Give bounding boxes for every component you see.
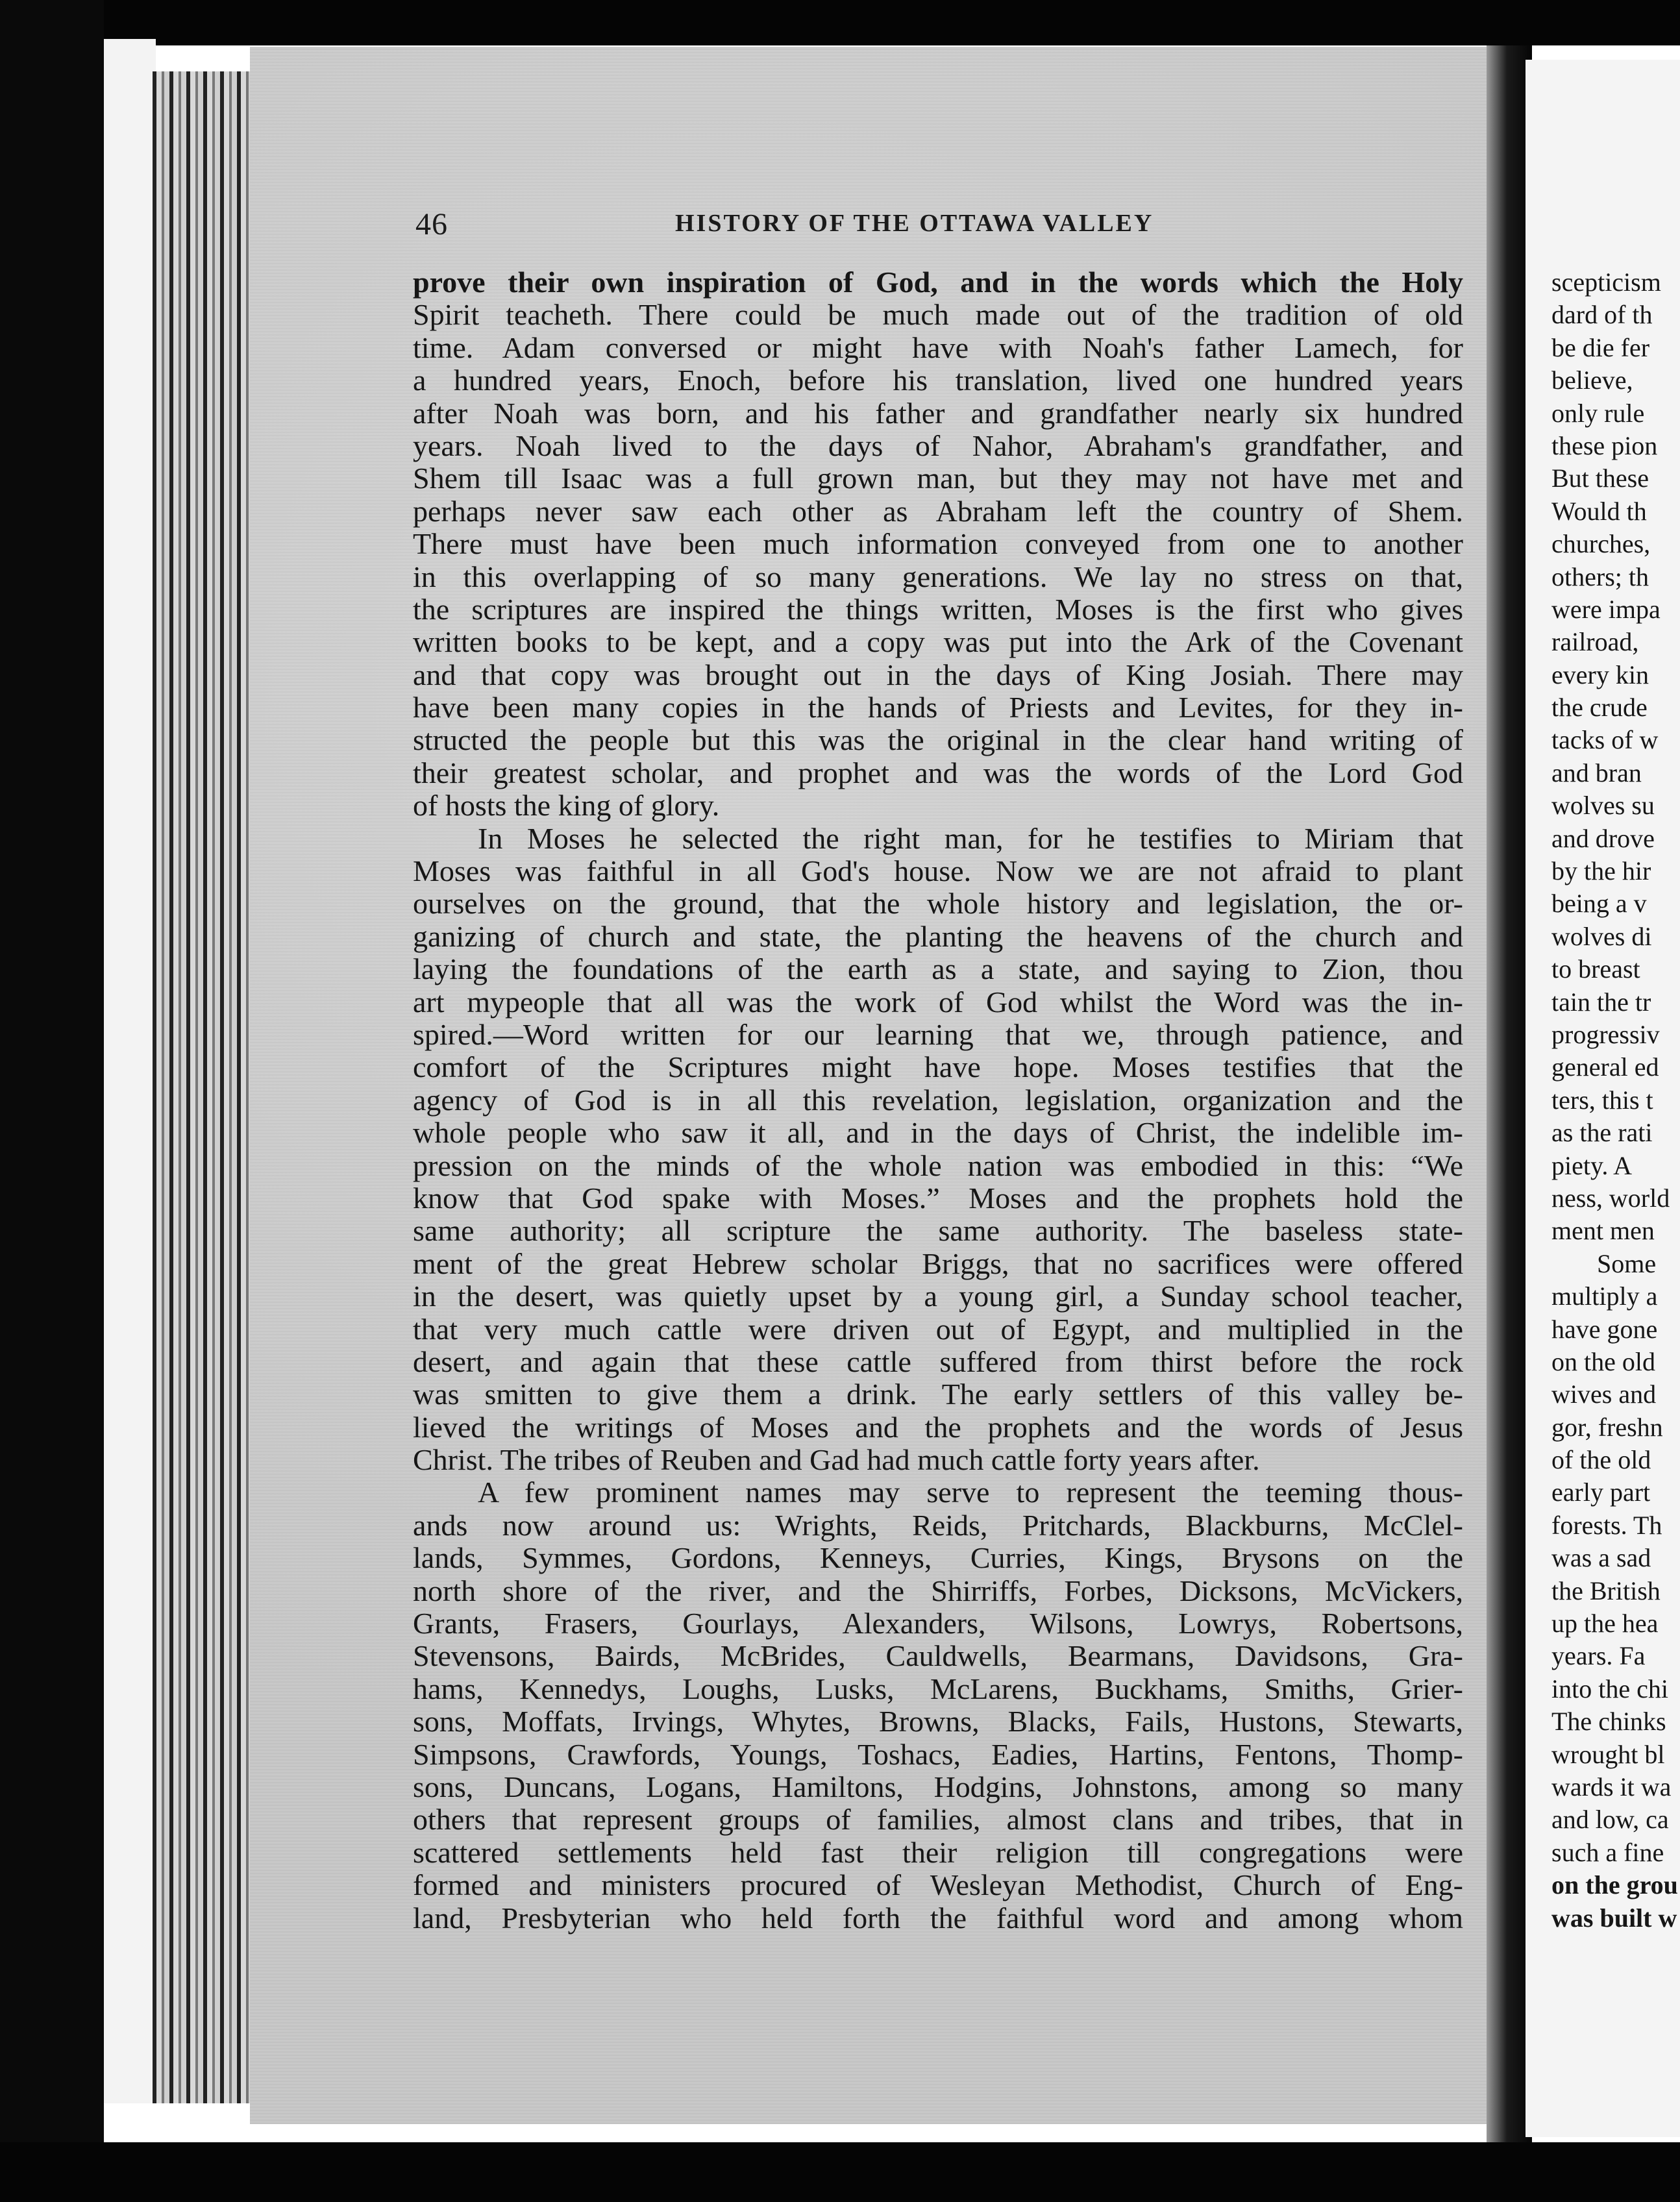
text-line: on the old [1551,1346,1655,1376]
text-line: comfort of the Scriptures might have hope. Moses testifies that the [413,1050,1463,1084]
right-page-text [1551,266,1680,1935]
text-line: have gone [1551,1314,1658,1344]
text-line: such a fine [1551,1837,1664,1867]
stacked-page-edges [153,71,253,2103]
text-line: Simpsons, Crawfords, Youngs, Toshacs, Eadies, Hartins, Fentons, Thomp- [413,1737,1463,1771]
text-line: A few prominent names may serve to represent the teeming thous- [478,1476,1463,1509]
text-line: ganizing of church and state, the planting the heavens of the church and [413,919,1463,953]
text-line: and bran [1551,758,1642,787]
text-line: years. Fa [1551,1641,1646,1671]
text-line: and that copy was brought out in the days of King Josiah. There may [413,658,1463,691]
text-line: others that represent groups of families, almost clans and tribes, that in [413,1803,1463,1837]
text-line: spired.—Word written for our learning that we, through patience, and [413,1017,1463,1051]
text-line: pression on the minds of the whole nation was embodied in this: “We [413,1148,1463,1182]
text-line: prove their own inspiration of God, and in the words which the Holy [413,266,1463,299]
text-line: the crude [1551,693,1648,723]
text-line: laying the foundations of the earth as a state, and saying to Zion, thou [413,952,1463,986]
text-line: have been many copies in the hands of Priests and Levites, for they in- [413,691,1463,724]
text-line: was smitten to give them a drink. The early settlers of this valley be- [413,1378,1463,1411]
text-line: written books to be kept, and a copy was put into the Ark of the Covenant [413,625,1463,659]
text-line: their greatest scholar, and prophet and was the words of the Lord God [413,756,1463,789]
text-line: to breast [1551,954,1640,984]
text-line: gor, freshn [1551,1412,1663,1442]
text-line: But these [1551,464,1649,493]
text-line: that very much cattle were driven out of Egypt, and multiplied in the [413,1312,1463,1346]
text-line: ters, this t [1551,1085,1653,1115]
text-line: on the grou [1551,1870,1678,1900]
text-line: tacks of w [1551,725,1659,755]
text-line: perhaps never saw each other as Abraham left the country of Shem. [413,494,1463,528]
text-line: in this overlapping of so many generations. We lay no stress on that, [413,560,1463,593]
text-line: There must have been much information conveyed from one to another [413,527,1463,561]
text-line: wards it wa [1551,1772,1672,1801]
text-line: and drove [1551,823,1655,853]
text-line: structed the people but this was the original in the clear hand writing of [413,723,1463,757]
text-line: Stevensons, Bairds, McBrides, Cauldwells, Bearmans, Davidsons, Gra- [413,1639,1463,1673]
scan-border-top [0,0,1680,45]
text-line: as the rati [1551,1118,1653,1148]
text-line: Grants, Frasers, Gourlays, Alexanders, Wilsons, Lowrys, Robertsons, [413,1607,1463,1640]
text-line: forests. Th [1551,1510,1662,1540]
text-line: dard of th [1551,300,1653,330]
text-line: after Noah was born, and his father and grandfather nearly six hundred [413,396,1463,430]
text-line: art mypeople that all was the work of God whilst the Word was the in- [413,985,1463,1019]
text-line: by the hir [1551,856,1651,886]
text-line: agency of God is in all this revelation, legislation, organization and the [413,1083,1463,1117]
text-line: The chinks [1551,1707,1666,1737]
scan-border-left [0,0,104,2202]
text-line: know that God spake with Moses.” Moses and the prophets hold the [413,1181,1463,1215]
text-line: wrought bl [1551,1739,1665,1769]
text-line: every kin [1551,660,1649,689]
text-line: time. Adam conversed or might have with Noah's father Lamech, for [413,330,1463,364]
text-line: wolves su [1551,791,1655,821]
text-line: tain the tr [1551,987,1651,1017]
text-line: the scriptures are inspired the things written, Moses is the first who gives [413,592,1463,626]
text-line: churches, [1551,529,1651,559]
text-line: of hosts the king of glory. [413,789,720,823]
text-line: In Moses he selected the right man, for he testifies to Miriam that [478,821,1463,855]
text-line: up the hea [1551,1609,1659,1639]
text-line: wolves di [1551,921,1652,951]
page-number: 46 [415,207,448,241]
text-line: same authority; all scripture the same authority. The baseless state- [413,1214,1463,1248]
text-line: piety. A [1551,1150,1633,1180]
scan-border-bottom [0,2142,1680,2202]
text-line: general ed [1551,1052,1659,1082]
text-line: whole people who saw it all, and in the days of Christ, the indelible im- [413,1116,1463,1150]
text-line: multiply a [1551,1281,1658,1311]
text-line: of the old [1551,1445,1651,1475]
text-line: was built w [1551,1903,1677,1933]
text-line: Shem till Isaac was a full grown man, but they may not have met and [413,462,1463,495]
text-line: progressiv [1551,1019,1660,1049]
text-line: railroad, [1551,627,1639,657]
text-line: ness, world [1551,1183,1670,1213]
text-line: desert, and again that these cattle suffered from thirst before the rock [413,1344,1463,1378]
text-line: Christ. The tribes of Reuben and Gad had much cattle forty years after. [413,1443,1260,1477]
text-line: sons, Duncans, Logans, Hamiltons, Hodgins, Johnstons, among so many [413,1770,1463,1803]
running-title: HISTORY OF THE OTTAWA VALLEY [675,210,1154,237]
text-line: formed and ministers procured of Wesleyan Methodist, Church of Eng- [413,1868,1463,1902]
text-line: early part [1551,1478,1651,1507]
text-line: Would th [1551,496,1647,526]
text-line: ment men [1551,1216,1655,1246]
text-line: Some [1597,1248,1657,1278]
text-line: these pion [1551,430,1658,460]
text-line: sons, Moffats, Irvings, Whytes, Browns, Blacks, Fails, Hustons, Stewarts, [413,1705,1463,1738]
text-line: wives and [1551,1379,1657,1409]
text-line: was a sad [1551,1543,1651,1573]
text-line: were impa [1551,594,1661,624]
text-line: only rule [1551,398,1645,428]
text-line: Moses was faithful in all God's house. Now we are not afraid to plant [413,854,1463,888]
text-line: Spirit teacheth. There could be much made out of the tradition of old [413,298,1463,332]
text-line: ands now around us: Wrights, Reids, Pritchards, Blackburns, McClel- [413,1508,1463,1542]
text-line: lieved the writings of Moses and the prophets and the words of Jesus [413,1410,1463,1444]
text-line: hams, Kennedys, Loughs, Lusks, McLarens, Buckhams, Smiths, Grier- [413,1672,1463,1705]
text-line: years. Noah lived to the days of Nahor, Abraham's grandfather, and [413,428,1463,462]
text-line: lands, Symmes, Gordons, Kenneys, Curries, Kings, Brysons on the [413,1541,1463,1575]
text-line: being a v [1551,889,1647,919]
text-line: land, Presbyterian who held forth the faithful word and among whom [413,1901,1463,1935]
text-line: ment of the great Hebrew scholar Briggs, that no sacrifices were offered [413,1246,1463,1280]
text-line: in the desert, was quietly upset by a young girl, a Sunday school teacher, [413,1280,1463,1313]
text-line: into the chi [1551,1674,1668,1703]
page-edge-margin [104,39,156,2103]
text-line: and low, ca [1551,1805,1669,1835]
text-line: others; th [1551,562,1649,591]
text-line: scepticism [1551,267,1661,297]
text-line: ourselves on the ground, that the whole history and legislation, the or- [413,887,1463,921]
text-line: the British [1551,1576,1661,1605]
text-line: believe, [1551,365,1633,395]
text-line: north shore of the river, and the Shirriffs, Forbes, Dicksons, McVickers, [413,1574,1463,1607]
text-line: a hundred years, Enoch, before his translation, lived one hundred years [413,364,1463,397]
text-line: scattered settlements held fast their religion till congregations were [413,1835,1463,1869]
left-page-text [413,266,1463,1935]
text-line: be die fer [1551,332,1650,362]
